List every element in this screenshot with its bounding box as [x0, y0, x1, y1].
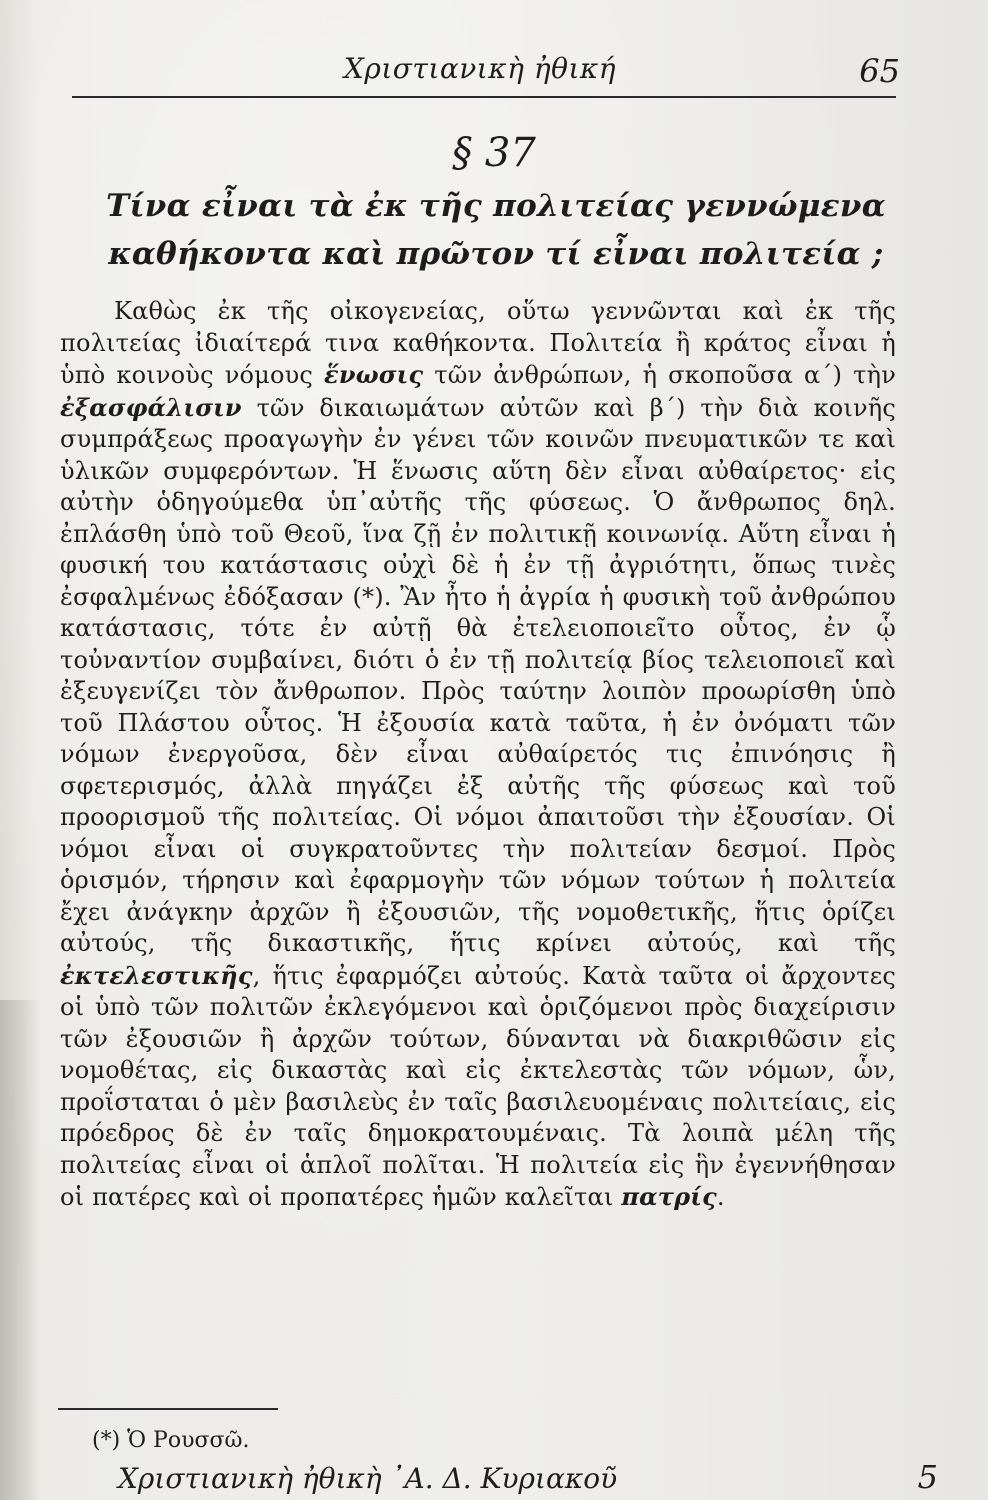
signature-number: 5: [917, 1458, 938, 1496]
running-head: [60, 52, 900, 96]
footnote: (*) Ὁ Ρουσσῶ.: [92, 1428, 250, 1453]
emphasis-term: ἐκτελεστικῆς: [60, 960, 253, 990]
body-segment: , ἥτις ἐφαρμόζει αὐτούς. Κατὰ ταῦτα οἱ ἄρχοντες οἱ ὑπὸ τῶν πολιτῶν ἐκλεγόμενοι καὶ ὁριζόμενοι πρὸς διαχείρισιν τῶν ἐξουσιῶν ἢ ἀρχῶν τούτων, δύνανται νὰ διακριθῶσιν εἰς νομοθέτας, εἰς δικαστὰς καὶ εἰς ἐκτελεστὰς τῶν νόμων, ὧν, προΐσταται ὁ μὲν βασιλεὺς ἐν ταῖς βασιλευομέναις πολιτείαις, εἰς πρόεδρος δὲ ἐν ταῖς δημοκρατουμέναις. Τὰ λοιπὰ μέλη τῆς πολιτείας εἶναι οἱ ἁπλοῖ πολῖται. Ἡ πολιτεία εἰς ἣν ἐγεννήθησαν οἱ πατέρες καὶ οἱ προπατέρες ἡμῶν καλεῖται: [60, 961, 896, 1211]
body-text: [60, 296, 896, 1214]
section-title: Τίνα εἶναι τὰ ἐκ τῆς πολιτείας γεννώμενα καθήκοντα καὶ πρῶτον τί εἶναι πολιτεία ;: [106, 188, 886, 272]
body-segment: τῶν δικαιωμάτων αὐτῶν καὶ β΄) τὴν διὰ κοινῆς συμπράξεως προαγωγὴν ἐν γένει τῶν κοινῶν πνευματικῶν τε καὶ ὑλικῶν συμφερόντων. Ἡ ἕνωσις αὕτη δὲν εἶναι αὐθαίρετος· εἰς αὐτὴν ὁδηγούμεθα ὑπ᾽αὐτῆς τῆς φύσεως. Ὁ ἄνθρωπος δηλ. ἐπλάσθη ὑπὸ τοῦ Θεοῦ, ἵνα ζῇ ἐν πολιτικῇ κοινωνίᾳ. Αὕτη εἶναι ἡ φυσική του κατάστασις οὐχὶ δὲ ἡ ἐν τῇ ἀγριότητι, ὅπως τινὲς ἐσφαλμένως ἐδόξασαν (*). Ἂν ἦτο ἡ ἀγρία ἡ φυσικὴ τοῦ ἀνθρώπου κατάστασις, τότε ἐν αὐτῇ θὰ ἐτελειοποιεῖτο οὗτος, ἐν ᾧ τοὐναντίον συμβαίνει, διότι ὁ ἐν τῇ πολιτείᾳ βίος τελειοποιεῖ καὶ ἐξευγενίζει τὸν ἄνθρωπον. Πρὸς ταύτην λοιπὸν προωρίσθη ὑπὸ τοῦ Πλάστου οὗτος. Ἡ ἐξουσία κατὰ ταῦτα, ἡ ἐν ὀνόματι τῶν νόμων ἐνεργοῦσα, δὲν εἶναι αὐθαίρετός τις ἐπινόησις ἢ σφετερισμός, ἀλλὰ πηγάζει ἐξ αὐτῆς τῆς φύσεως καὶ τοῦ προορισμοῦ τῆς πολιτείας. Οἱ νόμοι ἀπαιτοῦσι τὴν ἐξουσίαν. Οἱ νόμοι εἶναι οἱ συγκρατοῦντες τὴν πολιτείαν δεσμοί. Πρὸς ὁρισμόν, τήρησιν καὶ ἐφαρμογὴν τῶν νόμων τούτων ἡ πολιτεία ἔχει ἀνάγκην ἀρχῶν ἢ ἐξουσιῶν, τῆς νομοθετικῆς, ἥτις ὁρίζει αὐτούς, τῆς δικαστικῆς, ἥτις κρίνει αὐτούς, καὶ τῆς: [60, 393, 896, 957]
emphasis-term: πατρίς: [621, 1182, 717, 1211]
section-number: § 37: [452, 130, 536, 176]
emphasis-term: ἕνωσις: [324, 360, 424, 389]
page-binding-shadow: [0, 1000, 40, 1500]
emphasis-term: ἐξασφάλισιν: [60, 392, 242, 422]
header-rule: [72, 96, 896, 98]
running-title: Χριστιανικὴ ἠθική: [343, 52, 617, 85]
body-segment: τῶν ἀνθρώπων, ἡ σκοποῦσα α΄) τὴν: [423, 361, 896, 389]
footnote-rule: [58, 1408, 278, 1410]
printer-signature: Χριστιανικὴ ἠθικὴ ᾽Α. Δ. Κυριακοῦ: [118, 1462, 618, 1495]
body-paragraph: [60, 296, 896, 1214]
body-segment: .: [716, 1183, 725, 1211]
body-segment: Καθὼς ἐκ τῆς οἰκογενείας, οὕτω γεννῶνται καὶ ἐκ τῆς πολιτείας ἰδιαίτερά τινα καθήκοντα. Πολιτεία ἢ κράτος εἶναι ἡ ὑπὸ κοινοὺς νόμους: [60, 297, 896, 389]
page-number: 65: [859, 52, 900, 90]
